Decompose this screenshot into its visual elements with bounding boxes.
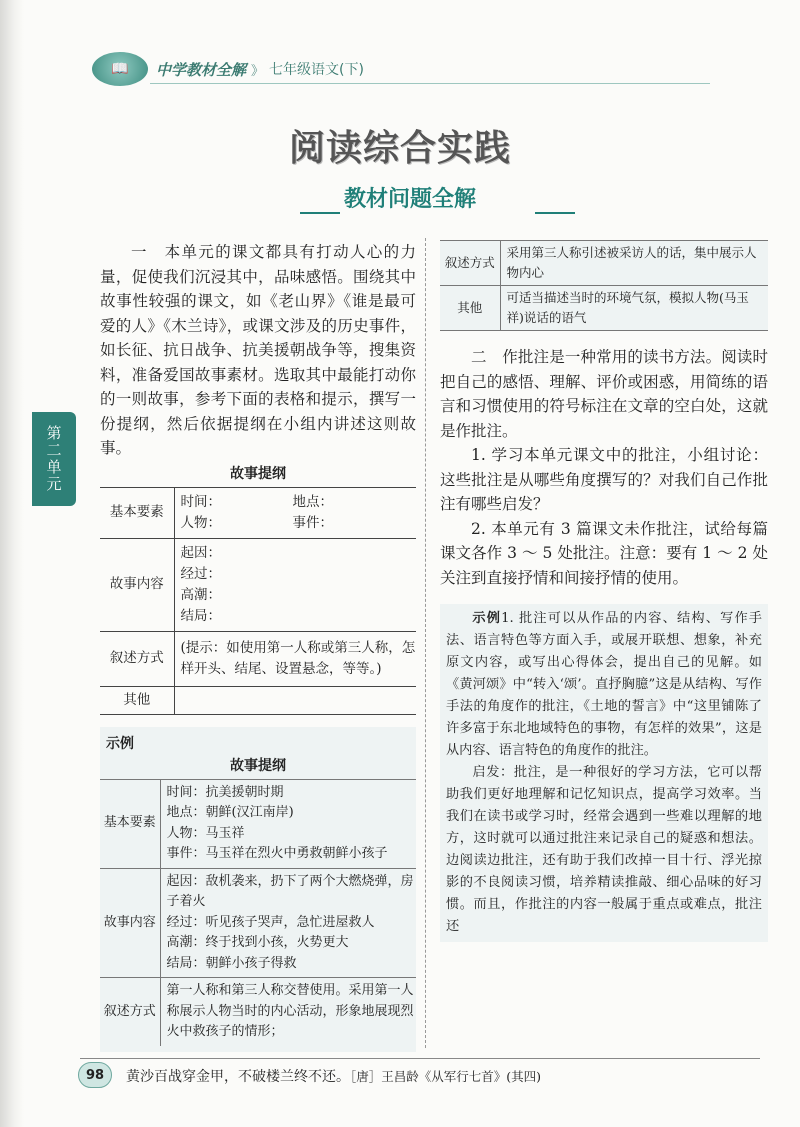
running-header	[92, 55, 364, 83]
header-rule	[150, 83, 710, 84]
table-row	[100, 631, 416, 686]
example-line: 起因：敌机袭来，扔下了两个大燃烧弹，房子着火	[166, 873, 414, 909]
field-event: 事件：	[292, 514, 333, 531]
task-two-intro: 二 作批注是一种常用的读书方法。阅读时把自己的感悟、理解、评价或困惑，用简练的语言和习惯使用的符号标注在文章的空白处，这就是作批注。	[440, 348, 768, 440]
row-value: 可适当描述当时的环境气氛，模拟人物(马玉祥)说话的语气	[500, 286, 768, 331]
row-key: 故事内容	[100, 538, 174, 631]
poem-source: ［唐］王昌龄《从军行七首》(其四)	[350, 1069, 542, 1084]
row-key: 其他	[440, 286, 500, 331]
breadcrumb-separator: 》	[251, 63, 265, 79]
left-column	[100, 240, 416, 1052]
table-row	[100, 868, 416, 978]
page-number: 98	[78, 1062, 112, 1088]
task-one-intro: 一 本单元的课文都具有打动人心的力量，促使我们沉浸其中，品味感悟。围绕其中故事性较强的课文，如《老山界》《谁是最可爱的人》《木兰诗》，或课文涉及的历史事件，如长征、抗日战争、抗美援朝战争等，搜集资料，准备爱国故事素材。选取其中最能打动你的一则故事，参考下面的表格和提示，撰写一份提纲，然后依据提纲在小组内讲述这则故事。	[100, 243, 416, 457]
example-label: 示例	[106, 735, 134, 752]
row-key: 基本要素	[100, 779, 160, 868]
example-line: 地点：朝鲜(汉江南岸)	[166, 805, 294, 820]
inspiration-paragraph: 启发：批注，是一种很好的学习方法，它可以帮助我们更好地理解和记忆知识点，提高学习效率。当我们在读书或学习时，经常会遇到一些难以理解的地方，这时就可以通过批注来记录自己的疑惑和想法。边阅读边批注，还有助于我们改掉一目十行、浮光掠影的不良阅读习惯，培养精读推敲、细心品味的好习惯。而且，作批注的内容一般属于重点或难点，批注还	[446, 765, 762, 934]
example-table-continued	[440, 240, 768, 331]
table-row	[100, 538, 416, 631]
field-climax: 高潮：	[180, 586, 221, 603]
unit-side-tab: 第二单元	[32, 412, 76, 506]
field-place: 地点：	[292, 493, 333, 510]
row-key: 叙述方式	[100, 631, 174, 686]
example-line: 人物：马玉祥	[166, 825, 245, 841]
row-key: 故事内容	[100, 868, 160, 978]
row-value	[174, 538, 416, 631]
table-row	[440, 286, 768, 331]
row-value	[174, 487, 416, 538]
section-subtitle: 教材问题全解	[343, 187, 476, 212]
annotation-example-box	[440, 604, 768, 942]
field-person: 人物：	[180, 514, 221, 531]
row-key: 叙述方式	[440, 241, 500, 286]
example-label: 示例	[472, 611, 502, 626]
row-value	[174, 686, 416, 714]
table-row	[100, 686, 416, 714]
page-title: 阅读综合实践	[288, 128, 511, 169]
footer-rule	[80, 1058, 760, 1059]
row-key: 叙述方式	[100, 978, 160, 1046]
field-time: 时间：	[180, 493, 221, 510]
row-key: 其他	[100, 686, 174, 714]
example-line: 高潮：终于找到小孩，火势更大	[166, 935, 349, 950]
column-divider	[425, 238, 426, 1048]
row-value: (提示：如使用第一人称或第三人称，怎样开头、结尾、设置悬念，等等。)	[174, 631, 416, 686]
question-one: 1. 学习本单元课文中的批注，小组讨论：这些批注是从哪些角度撰写的？对我们自己作批注有哪些启发？	[440, 446, 768, 513]
subject-label: 七年级语文(下)	[269, 62, 364, 78]
example-line: 经过：听见孩子哭声，急忙进屋救人	[166, 914, 375, 930]
table-row	[100, 779, 416, 868]
row-key: 基本要素	[100, 487, 174, 538]
example-line: 结局：朝鲜小孩子得救	[166, 955, 297, 971]
row-value	[160, 868, 416, 978]
right-column	[440, 240, 768, 942]
question-two: 2. 本单元有 3 篇课文未作批注，试给每篇课文各作 3 ～ 5 处批注。注意：要有 1 ～ 2 处关注到直接抒情和间接抒情的使用。	[440, 519, 768, 587]
row-value: 第一人称和第三人称交替使用。采用第一人称展示人物当时的内心活动，形象地展现烈火中救孩子的情形；	[160, 978, 416, 1046]
field-ending: 结局：	[180, 607, 221, 624]
poem-line: 黄沙百战穿金甲，不破楼兰终不还。	[126, 1069, 350, 1085]
example-table-caption: 故事提纲	[230, 757, 286, 774]
example-paragraph: 1. 批注可以从作品的内容、结构、写作手法、语言特色等方面入手，或展开联想、想象，补充原文内容，或写出心得体会，提出自己的见解。如《黄河颂》中“转入‘颂’。直抒胸臆”这是从结构、写作手法的角度作的批注，《土地的誓言》中“这里铺陈了许多富于东北地域特色的事物，有怎样的效果”，这是从内容、语言特色的角度作的批注。	[446, 611, 762, 758]
example-line: 时间：抗美援朝时期	[166, 784, 284, 800]
subtitle-rule-right	[535, 212, 575, 214]
outline-table	[100, 487, 416, 715]
field-process: 经过：	[180, 565, 221, 582]
row-value	[160, 779, 416, 868]
book-logo-icon: 📖	[92, 52, 148, 86]
table-row	[100, 978, 416, 1046]
outline-table-caption: 故事提纲	[230, 465, 286, 482]
series-brand: 中学教材全解	[156, 60, 247, 79]
field-cause: 起因：	[180, 544, 221, 561]
table-row	[440, 241, 768, 286]
example-table	[100, 779, 416, 1046]
table-row	[100, 487, 416, 538]
footer-quote	[126, 1066, 541, 1086]
row-value: 采用第三人称引述被采访人的话，集中展示人物内心	[500, 241, 768, 286]
example-box	[100, 727, 416, 1052]
example-line: 事件：马玉祥在烈火中勇救朝鲜小孩子	[166, 846, 388, 861]
